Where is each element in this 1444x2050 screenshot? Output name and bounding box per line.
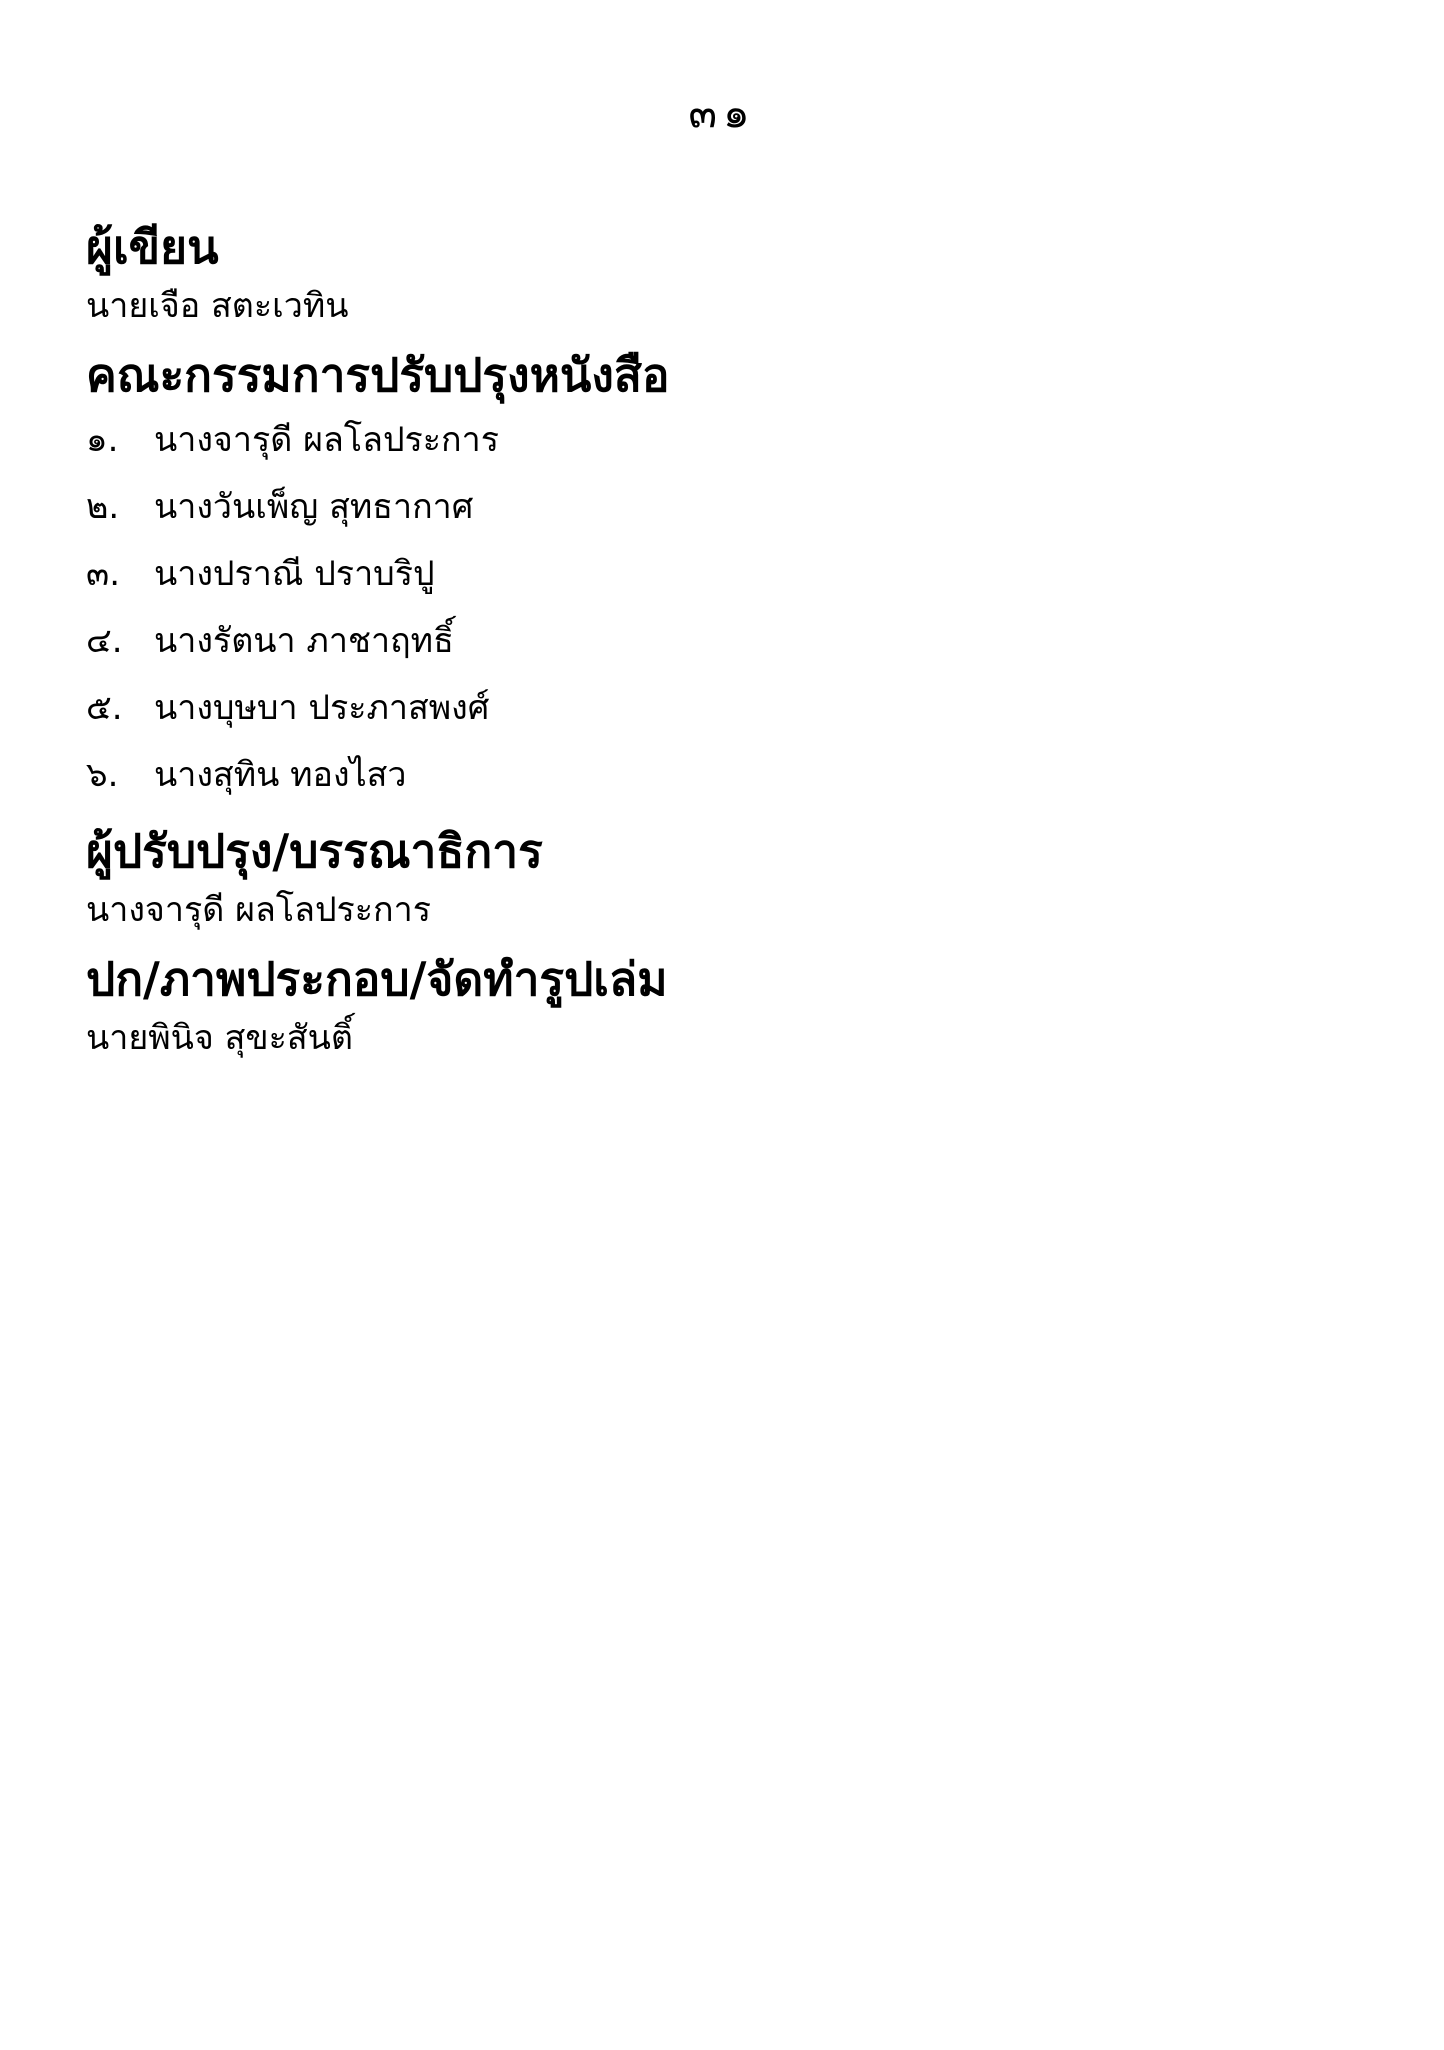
list-item-number: ๔. (86, 621, 123, 661)
credits-content (86, 215, 1336, 1065)
list-item-number: ๕. (86, 688, 123, 728)
list-item-name: นางจารุดี ผลโลประการ (154, 420, 499, 460)
list-item-number: ๓. (86, 554, 121, 594)
list-item (86, 608, 1336, 675)
editor-heading: ผู้ปรับปรุง/บรรณาธิการ (86, 824, 543, 878)
design-name: นายพินิจ สุขะสันติ์ (86, 1018, 353, 1058)
list-item (86, 675, 1336, 742)
list-item-name: นางบุษบา ประภาสพงศ์ (154, 688, 490, 728)
list-item-name: นางปราณี ปราบริปู (154, 554, 435, 594)
page-number: ๓๑ (688, 88, 756, 137)
list-item-name: นางสุทิน ทองไสว (154, 755, 407, 795)
list-item (86, 541, 1336, 608)
list-item-number: ๑. (86, 420, 119, 460)
list-item (86, 474, 1336, 541)
list-item (86, 742, 1336, 809)
list-item-number: ๒. (86, 487, 120, 527)
list-item-name: นางรัตนา ภาชาฤทธิ์ (154, 621, 454, 661)
writer-heading: ผู้เขียน (86, 220, 219, 274)
writer-name: นายเจือ สตะเวทิน (86, 286, 349, 326)
committee-heading: คณะกรรมการปรับปรุงหนังสือ (86, 348, 670, 402)
committee-list (86, 407, 1336, 809)
list-item-name: นางวันเพ็ญ สุทธากาศ (154, 487, 474, 527)
list-item (86, 407, 1336, 474)
list-item-number: ๖. (86, 755, 119, 795)
committee-section (86, 343, 1336, 809)
editor-section (86, 819, 1336, 937)
design-heading: ปก/ภาพประกอบ/จัดทำรูปเล่ม (86, 952, 668, 1006)
writer-section (86, 215, 1336, 333)
design-section (86, 947, 1336, 1065)
editor-name: นางจารุดี ผลโลประการ (86, 890, 431, 930)
